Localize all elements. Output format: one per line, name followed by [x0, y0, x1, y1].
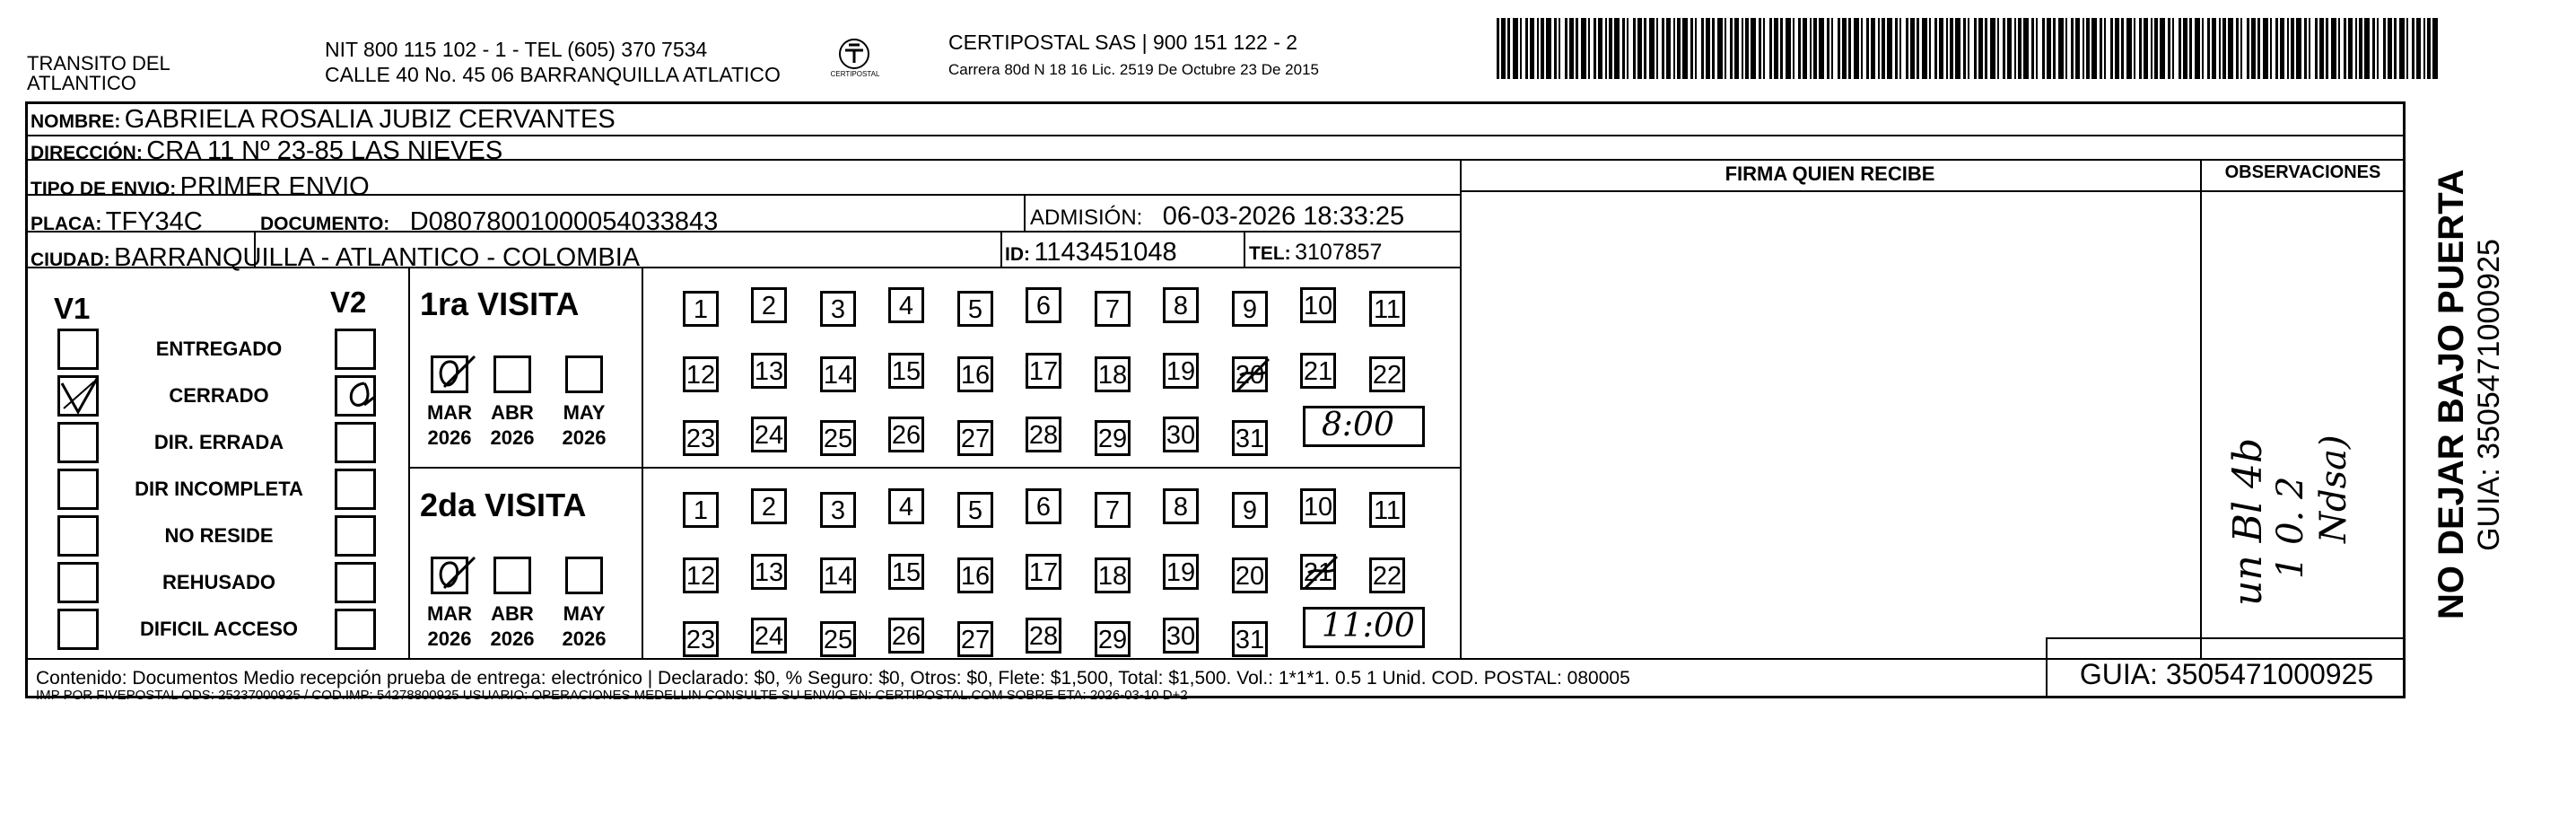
sender-nit: NIT 800 115 102 - 1 - TEL (605) 370 7534 — [325, 38, 708, 61]
day-box[interactable]: 28 — [1026, 618, 1061, 654]
observation-line-3: Ndsa) — [2313, 434, 2354, 543]
signature-area — [1463, 192, 2198, 654]
tel-field — [1249, 240, 1382, 266]
day-box[interactable]: 1 — [683, 291, 719, 327]
year-label: 2026 — [490, 426, 535, 449]
day-box[interactable]: 11 — [1369, 492, 1405, 528]
v1-checkbox[interactable] — [57, 562, 99, 603]
month-checkbox[interactable] — [431, 355, 468, 393]
observation-line-2: 1 0. 2 — [2270, 476, 2311, 579]
day-box[interactable]: 10 — [1300, 488, 1336, 524]
v2-checkbox[interactable] — [335, 329, 376, 370]
day-box[interactable]: 5 — [957, 492, 993, 528]
day-box[interactable]: 30 — [1163, 618, 1199, 654]
barcode — [1497, 18, 2443, 79]
day-box[interactable]: 4 — [888, 287, 924, 323]
month-label: MAY — [563, 602, 606, 625]
year-label: 2026 — [490, 627, 535, 650]
document-value: D08078001000054033843 — [409, 207, 719, 236]
month-checkbox[interactable] — [493, 557, 531, 594]
day-box[interactable]: 10 — [1300, 287, 1336, 323]
footer-imp-line: IMP POR FIVEPOSTAL ODS: 25237000925 / COD.IMP: 54278800925 USUARIO: OPERACIONES MEDELLIN CONSULTE SU ENVIO EN: CERTIPOSTAL.COM SOBRE ETA: 2026-03-10 D+2 — [36, 688, 1188, 703]
month-checkbox[interactable] — [565, 557, 603, 594]
status-label: DIFICIL ACCESO — [139, 618, 298, 640]
year-label: 2026 — [427, 426, 472, 449]
time-handwriting: 11:00 — [1322, 608, 1415, 645]
day-box[interactable]: 3 — [820, 492, 856, 528]
month-label: ABR — [491, 602, 534, 625]
day-box[interactable]: 22 — [1369, 557, 1405, 593]
day-box[interactable]: 15 — [888, 554, 924, 590]
day-box[interactable]: 8 — [1163, 287, 1199, 323]
logo-text: CERTIPOSTAL — [830, 70, 880, 78]
side-guia: GUIA: 3505471000925 — [2472, 239, 2506, 551]
sender-name-line1: TRANSITO DEL — [27, 52, 170, 75]
day-box[interactable]: 17 — [1026, 554, 1061, 590]
day-box[interactable]: 12 — [683, 557, 719, 593]
day-box[interactable]: 5 — [957, 291, 993, 327]
certipostal-logo — [827, 34, 881, 88]
status-label: DIR. ERRADA — [153, 431, 284, 453]
admission-value: 06-03-2026 18:33:25 — [1162, 202, 1405, 231]
v2-checkbox[interactable] — [335, 375, 376, 417]
day-box[interactable]: 3 — [820, 291, 856, 327]
day-box[interactable]: 30 — [1163, 417, 1199, 452]
name-label: NOMBRE: — [31, 111, 121, 132]
v2-checkbox[interactable] — [335, 515, 376, 557]
name-field — [31, 105, 616, 135]
document-field — [260, 207, 718, 237]
status-label: CERRADO — [169, 384, 269, 407]
day-box[interactable]: 27 — [957, 621, 993, 657]
day-box[interactable]: 16 — [957, 356, 993, 392]
footer-content-line: Contenido: Documentos Medio recepción prueba de entrega: electrónico | Declarado: $0, % Seguro: $0, Otros: $0, Flete: $1,500, Total: $1,500. Vol.: 1*1*1. 0.5 1 Unid. COD. POSTAL: 080005 — [36, 668, 1630, 689]
address-label: DIRECCIÓN: — [31, 143, 143, 163]
day-box[interactable]: 14 — [820, 557, 856, 593]
time-box[interactable] — [1303, 406, 1425, 447]
day-box[interactable]: 14 — [820, 356, 856, 392]
day-box[interactable]: 19 — [1163, 353, 1199, 389]
carrier-company: CERTIPOSTAL SAS | 900 151 122 - 2 — [948, 31, 1298, 54]
year-label: 2026 — [562, 627, 607, 650]
signature-label: FIRMA QUIEN RECIBE — [1725, 162, 1935, 185]
v1-checkbox[interactable] — [57, 609, 99, 650]
send-type-field — [31, 172, 370, 202]
day-box[interactable]: 21 — [1300, 353, 1336, 389]
visit-title: 2da VISITA — [420, 487, 587, 523]
year-label: 2026 — [562, 426, 607, 449]
sender-address: CALLE 40 No. 45 06 BARRANQUILLA ATLATICO — [325, 63, 781, 86]
month-label: MAR — [426, 401, 473, 424]
id-label: ID: — [1005, 244, 1030, 265]
day-box[interactable]: 23 — [683, 420, 719, 456]
day-box[interactable]: 6 — [1026, 287, 1061, 323]
status-label: REHUSADO — [162, 571, 275, 593]
day-box[interactable]: 18 — [1095, 557, 1131, 593]
day-box[interactable]: 23 — [683, 621, 719, 657]
day-box[interactable]: 22 — [1369, 356, 1405, 392]
v1-checkbox[interactable] — [57, 515, 99, 557]
admission-field — [1030, 202, 1404, 232]
day-box[interactable]: 25 — [820, 621, 856, 657]
day-box[interactable]: 11 — [1369, 291, 1405, 327]
month-label: MAR — [426, 602, 473, 625]
tel-value: 3107857 — [1295, 240, 1383, 265]
day-box[interactable]: 18 — [1095, 356, 1131, 392]
v2-checkbox[interactable] — [335, 422, 376, 463]
day-box[interactable]: 20 — [1232, 557, 1268, 593]
day-box[interactable]: 1 — [683, 492, 719, 528]
document-label: DOCUMENTO: — [260, 214, 390, 234]
day-box[interactable]: 29 — [1095, 621, 1131, 657]
v2-checkbox[interactable] — [335, 609, 376, 650]
day-box[interactable]: 4 — [888, 488, 924, 524]
day-box[interactable]: 12 — [683, 356, 719, 392]
day-box[interactable]: 9 — [1232, 291, 1268, 327]
month-label: ABR — [491, 401, 534, 424]
observations-label: OBSERVACIONES — [2224, 162, 2381, 182]
city-field — [31, 243, 640, 273]
day-box[interactable]: 16 — [957, 557, 993, 593]
v1-checkbox[interactable] — [57, 469, 99, 510]
address-field — [31, 136, 502, 166]
side-warning: NO DEJAR BAJO PUERTA — [2432, 169, 2471, 619]
day-box[interactable]: 8 — [1163, 488, 1199, 524]
month-label: MAY — [563, 401, 606, 424]
day-box[interactable]: 19 — [1163, 554, 1199, 590]
day-mark-scribble — [1301, 553, 1340, 592]
v1-checkbox[interactable] — [57, 375, 99, 417]
day-box[interactable]: 25 — [820, 420, 856, 456]
tel-label: TEL: — [1249, 243, 1291, 264]
status-label: NO RESIDE — [164, 524, 274, 547]
day-box[interactable]: 7 — [1095, 492, 1131, 528]
observations-handwriting — [2225, 319, 2360, 606]
status-label: DIR INCOMPLETA — [135, 478, 303, 500]
v2-label: V2 — [330, 285, 367, 319]
day-box[interactable]: 17 — [1026, 353, 1061, 389]
day-box[interactable]: 31 — [1232, 420, 1268, 456]
day-box[interactable]: 26 — [888, 618, 924, 654]
day-box[interactable]: 24 — [751, 417, 787, 452]
status-label: ENTREGADO — [155, 338, 283, 360]
month-checkbox[interactable] — [493, 355, 531, 393]
day-box[interactable]: 31 — [1232, 621, 1268, 657]
observation-line-1: un Bl 4b — [2225, 437, 2271, 606]
name-value: GABRIELA ROSALIA JUBIZ CERVANTES — [124, 105, 616, 134]
day-box[interactable]: 28 — [1026, 417, 1061, 452]
day-box[interactable]: 27 — [957, 420, 993, 456]
day-box[interactable]: 20 — [1232, 356, 1268, 392]
day-box[interactable]: 15 — [888, 353, 924, 389]
id-field — [1005, 238, 1177, 268]
plate-value: TFY34C — [105, 207, 203, 236]
v1-checkbox[interactable] — [57, 329, 99, 370]
day-box[interactable]: 13 — [751, 353, 787, 389]
plate-field — [31, 207, 203, 237]
v1-checkbox[interactable] — [57, 422, 99, 463]
day-box[interactable]: 2 — [751, 287, 787, 323]
time-handwriting: 8:00 — [1322, 407, 1394, 443]
address-value: CRA 11 Nº 23-85 LAS NIEVES — [146, 136, 503, 165]
city-value: BARRANQUILLA - ATLANTICO - COLOMBIA — [114, 243, 641, 272]
day-box[interactable]: 9 — [1232, 492, 1268, 528]
month-checkbox[interactable] — [431, 557, 468, 594]
day-box[interactable]: 2 — [751, 488, 787, 524]
day-box[interactable]: 13 — [751, 554, 787, 590]
carrier-license: Carrera 80d N 18 16 Lic. 2519 De Octubre 23 De 2015 — [948, 61, 1319, 78]
visit-title: 1ra VISITA — [420, 285, 580, 322]
v2-checkbox[interactable] — [335, 562, 376, 603]
day-box[interactable]: 26 — [888, 417, 924, 452]
admission-label: ADMISIÓN: — [1030, 206, 1143, 230]
day-box[interactable]: 21 — [1300, 554, 1336, 590]
v2-checkbox[interactable] — [335, 469, 376, 510]
day-box[interactable]: 7 — [1095, 291, 1131, 327]
day-box[interactable]: 24 — [751, 618, 787, 654]
sender-name-line2: ATLANTICO — [27, 72, 136, 94]
time-box[interactable] — [1303, 607, 1425, 648]
footer-guia: GUIA: 3505471000925 — [2079, 658, 2374, 690]
day-mark-scribble — [1233, 355, 1272, 395]
plate-label: PLACA: — [31, 214, 102, 234]
city-label: CIUDAD: — [31, 250, 110, 270]
v1-label: V1 — [54, 292, 91, 325]
day-box[interactable]: 6 — [1026, 488, 1061, 524]
day-box[interactable]: 29 — [1095, 420, 1131, 456]
year-label: 2026 — [427, 627, 472, 650]
month-checkbox[interactable] — [565, 355, 603, 393]
id-value: 1143451048 — [1034, 238, 1177, 267]
send-type-value: PRIMER ENVIO — [179, 172, 370, 201]
send-type-label: TIPO DE ENVIO: — [31, 179, 177, 199]
